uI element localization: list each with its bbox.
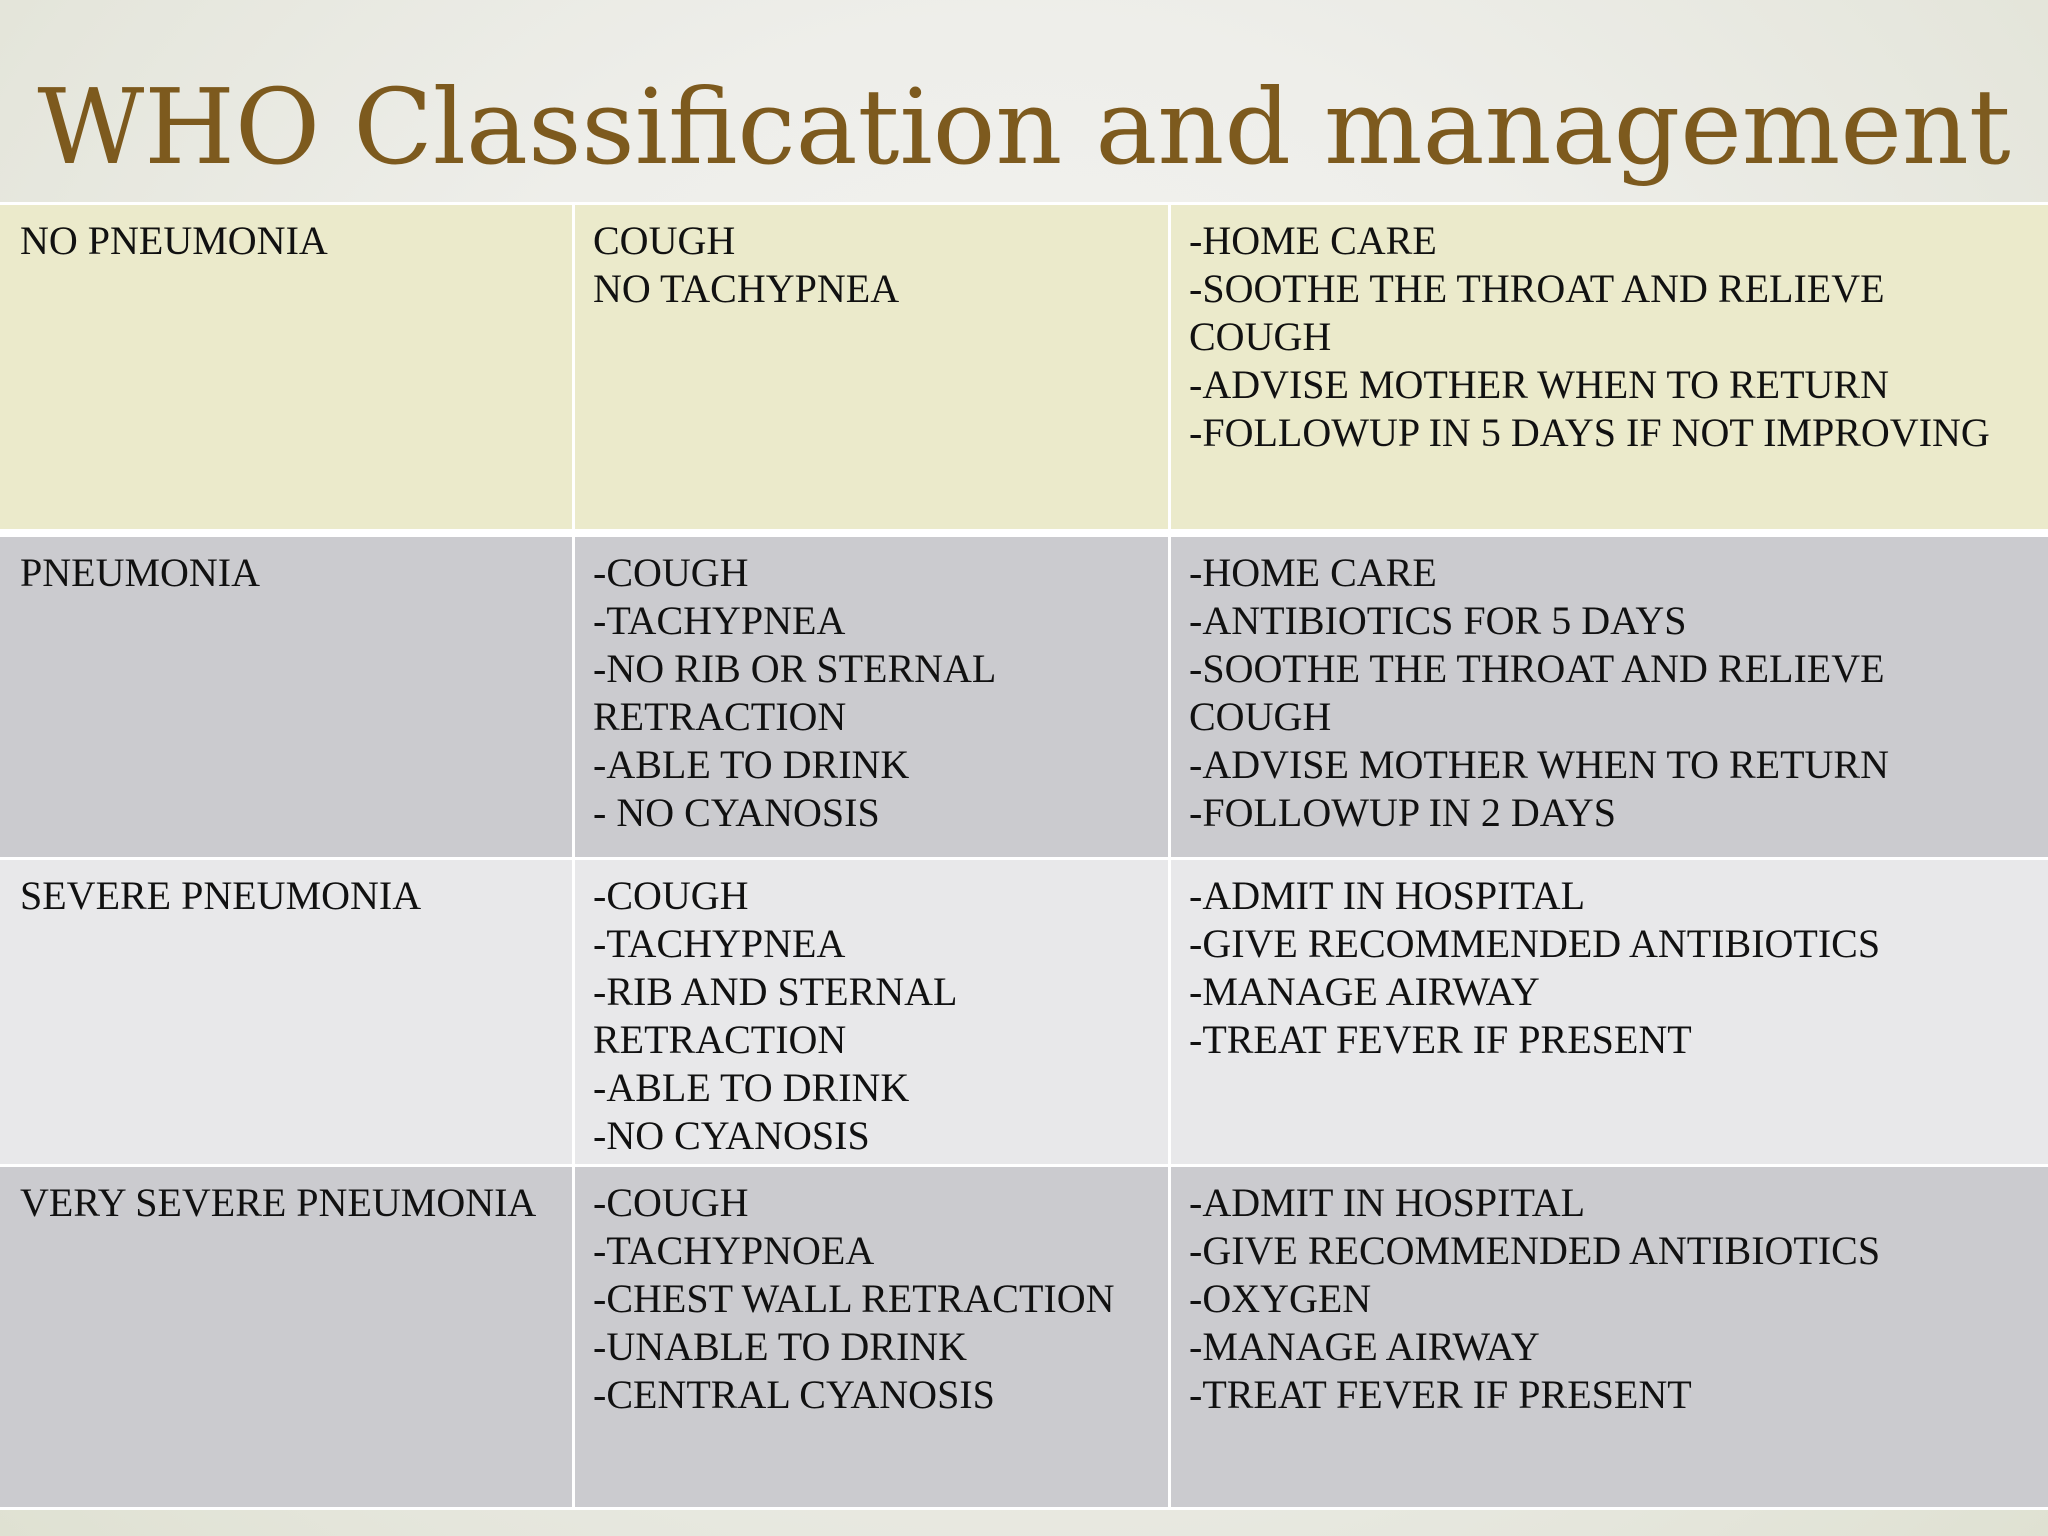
classification-cell: PNEUMONIA — [20, 550, 260, 595]
signs-cell: -COUGH -TACHYPNEA -RIB AND STERNAL RETRACTION -ABLE TO DRINK -NO CYANOSIS — [572, 860, 1168, 1164]
classification-cell: NO PNEUMONIA — [20, 218, 328, 263]
management-cell: -HOME CARE -ANTIBIOTICS FOR 5 DAYS -SOOTHE THE THROAT AND RELIEVE COUGH -ADVISE MOTHER WHEN TO RETURN -FOLLOWUP IN 2 DAYS — [1168, 537, 2048, 857]
classification-cell: VERY SEVERE PNEUMONIA — [20, 1180, 537, 1225]
table-row — [0, 1164, 2048, 1510]
management-cell: -ADMIT IN HOSPITAL -GIVE RECOMMENDED ANTIBIOTICS -MANAGE AIRWAY -TREAT FEVER IF PRESENT — [1168, 860, 2048, 1164]
table-row — [0, 202, 2048, 529]
signs-cell: -COUGH -TACHYPNEA -NO RIB OR STERNAL RETRACTION -ABLE TO DRINK - NO CYANOSIS — [572, 537, 1168, 857]
signs-cell: -COUGH -TACHYPNOEA -CHEST WALL RETRACTION -UNABLE TO DRINK -CENTRAL CYANOSIS — [572, 1167, 1168, 1507]
classification-cell: SEVERE PNEUMONIA — [20, 873, 422, 918]
table-row — [0, 529, 2048, 857]
management-cell: -ADMIT IN HOSPITAL -GIVE RECOMMENDED ANTIBIOTICS -OXYGEN -MANAGE AIRWAY -TREAT FEVER IF PRESENT — [1168, 1167, 2048, 1507]
slide-title: WHO Classification and management — [37, 66, 2011, 188]
signs-cell: COUGH NO TACHYPNEA — [572, 205, 1168, 529]
table-row — [0, 857, 2048, 1164]
management-cell: -HOME CARE -SOOTHE THE THROAT AND RELIEVE COUGH -ADVISE MOTHER WHEN TO RETURN -FOLLOWUP IN 5 DAYS IF NOT IMPROVING — [1168, 205, 2048, 529]
classification-table — [0, 202, 2048, 1510]
